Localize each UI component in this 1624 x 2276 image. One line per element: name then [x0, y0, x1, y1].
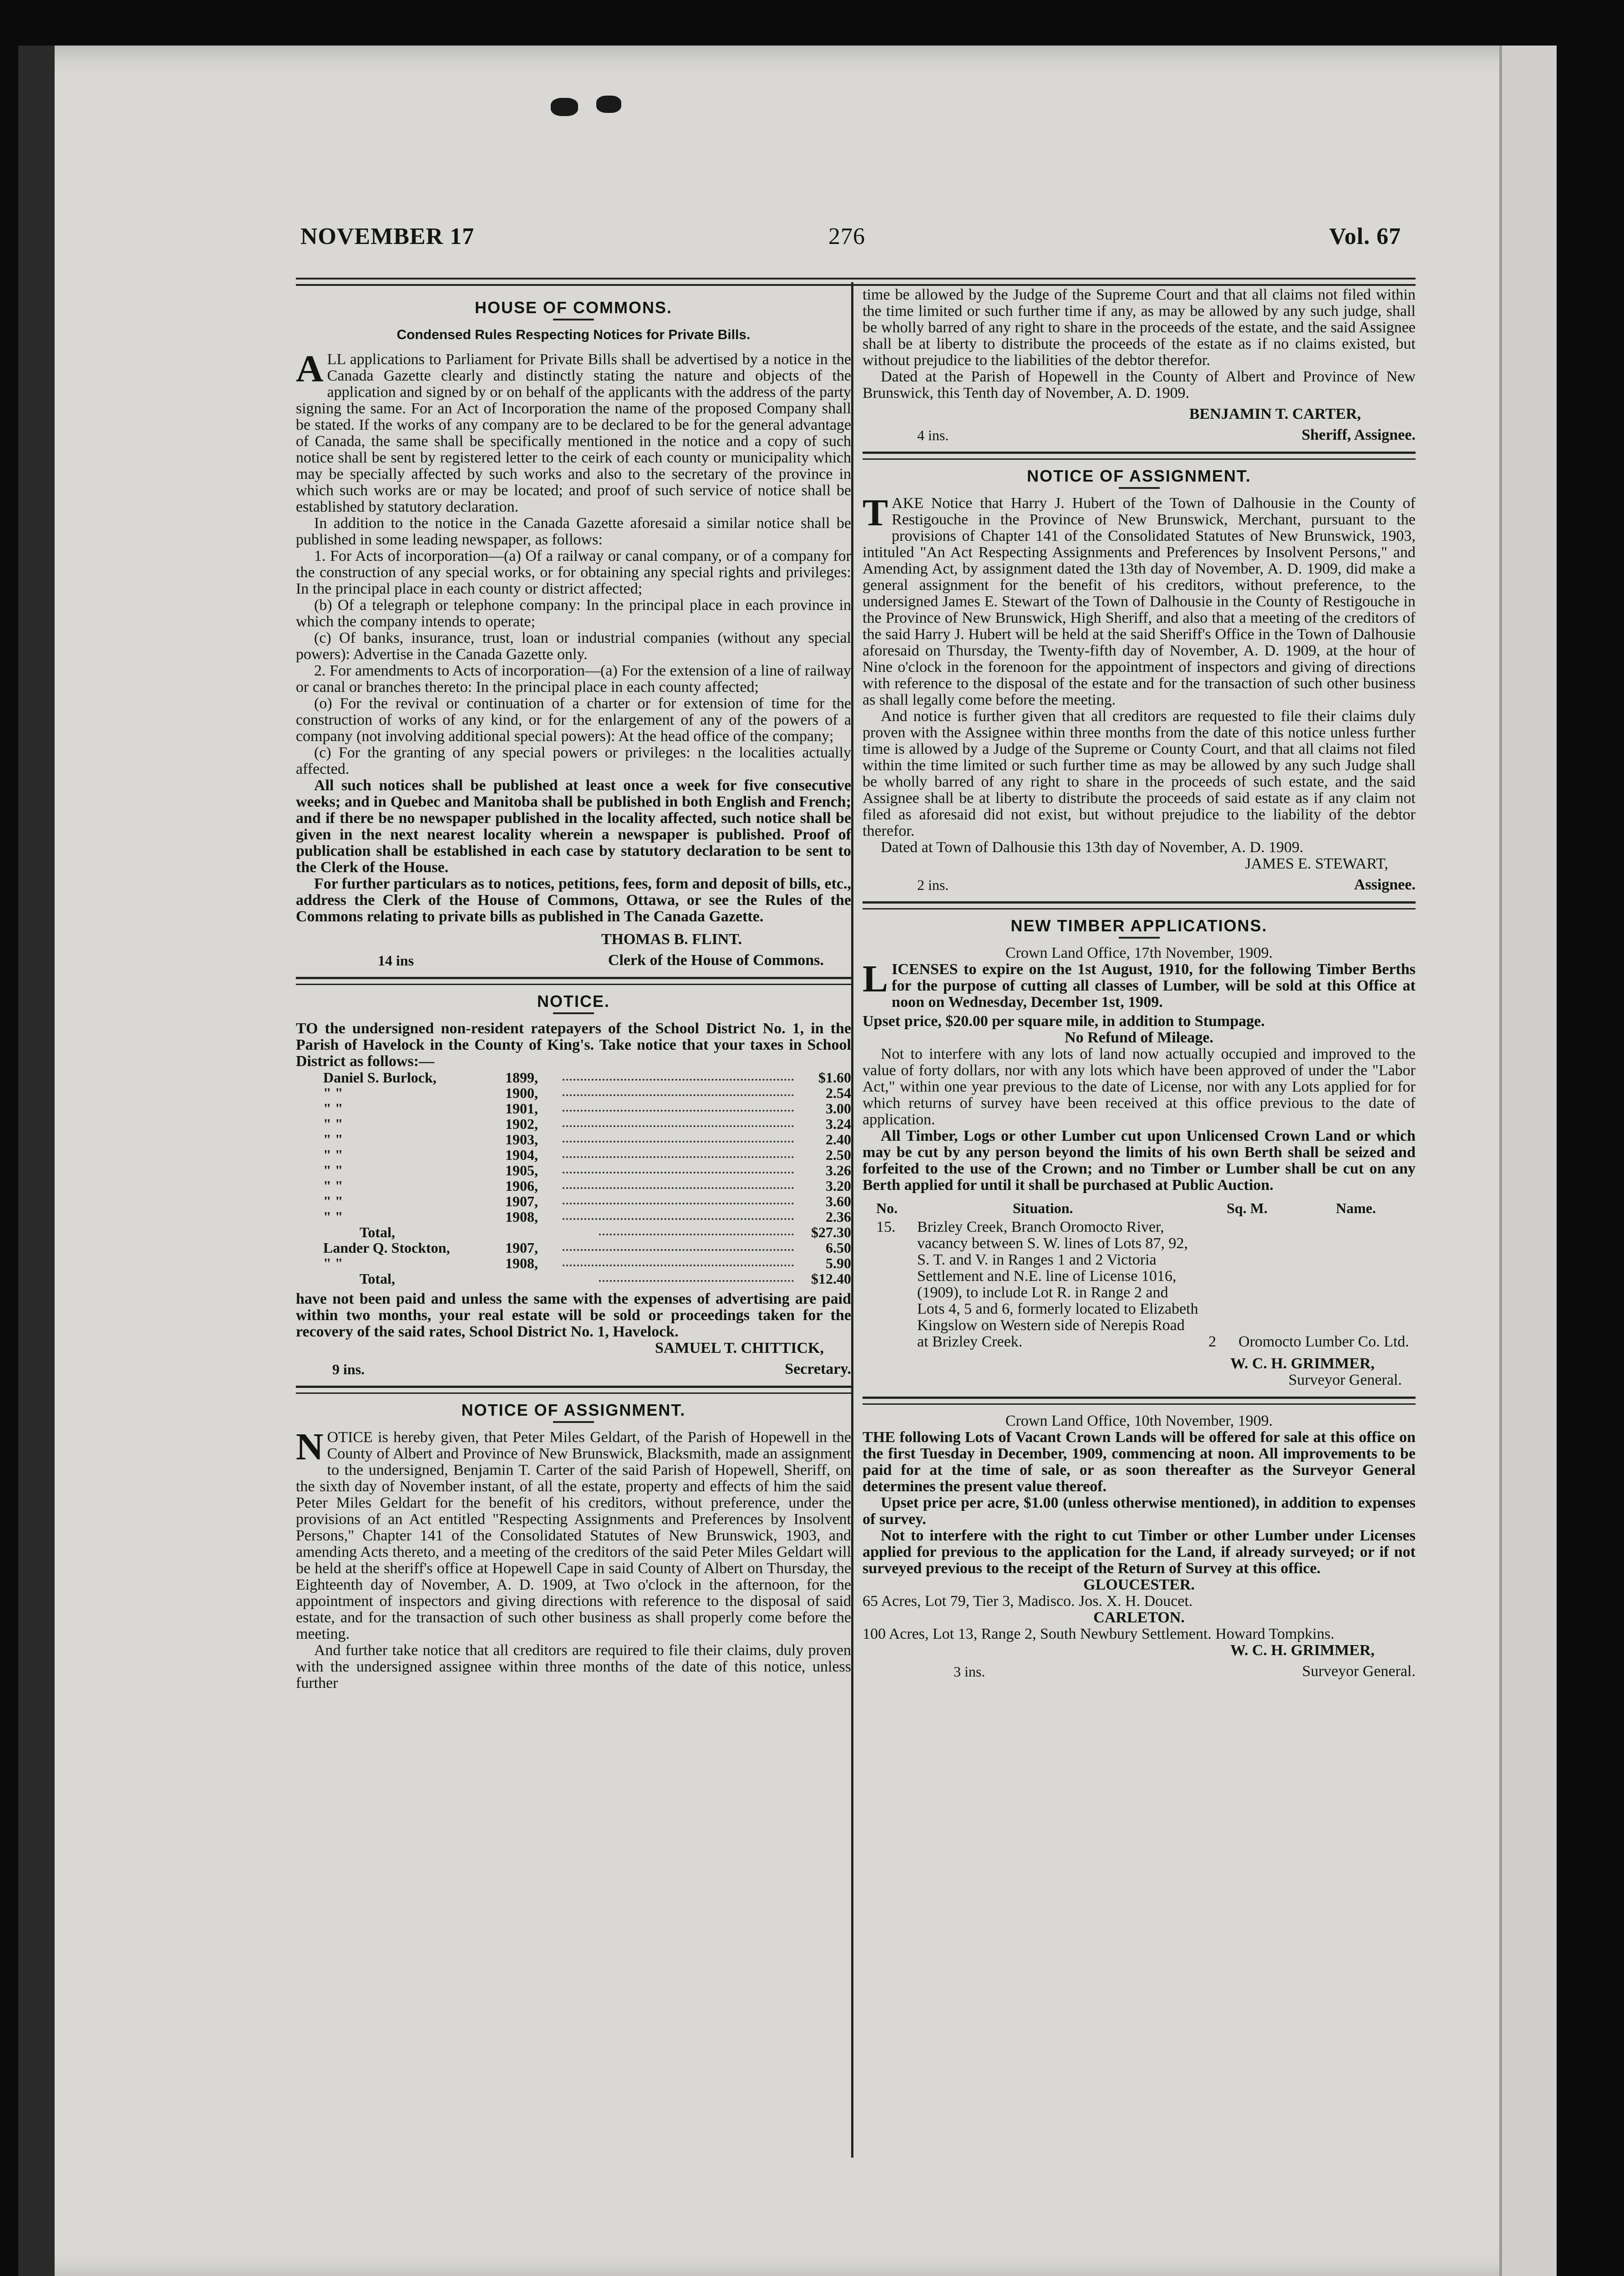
section-title: NOTICE OF ASSIGNMENT. — [1027, 467, 1251, 485]
tax-amount: 3.24 — [826, 1116, 851, 1132]
dot-leader — [563, 1101, 794, 1112]
lot-entry: 65 Acres, Lot 79, Tier 3, Madisco. Jos. X. H. Doucet. — [863, 1593, 1193, 1610]
signer-title: Sheriff, Assignee. — [1301, 427, 1416, 443]
paragraph: All Timber, Logs or other Lumber cut upon Unlicensed Crown Land or which may be cut by any person beyond the limits of his own Berth shall be seized and forfeited to the use of the Crown; and no Timber or Lumber shall be cut on any Berth applied for until it shall be purchased at Public Auction. — [863, 1128, 1416, 1194]
section-divider — [296, 1386, 851, 1394]
dot-leader — [563, 1194, 794, 1204]
tax-amount: 6.50 — [826, 1240, 851, 1256]
section-title: NOTICE OF ASSIGNMENT. — [461, 1401, 686, 1419]
office-dateline: Crown Land Office, 10th November, 1909. — [1005, 1412, 1273, 1429]
assignment-notice-hubert — [863, 468, 1416, 893]
tax-row — [296, 1085, 851, 1101]
dot-leader — [563, 1147, 794, 1158]
paragraph: 1. For Acts of incorporation—(a) Of a railway or canal company, or of a company for the construction of any special works, or for obtaining any special rights and privileges: In the principal place in each county or district affected; — [296, 548, 851, 597]
col-name: Name. — [1336, 1200, 1376, 1216]
tax-year: 1907, — [505, 1240, 538, 1256]
school-tax-notice — [296, 993, 851, 1377]
dot-leader — [563, 1240, 794, 1251]
tax-amount: 3.20 — [826, 1178, 851, 1194]
tax-payer: " " — [323, 1255, 343, 1271]
tax-payer: " " — [323, 1178, 343, 1194]
section-divider — [296, 977, 851, 985]
tax-table — [296, 1070, 851, 1224]
paragraph: Not to interfere with any lots of land now actually occupied and improved to the value of forty dollars, nor with any lots which have been approved of under the "Labor Act," within one year previous to the date of License, nor with any Lots applied for for which returns of survey have been received at this office previous to the date of application. — [863, 1046, 1416, 1128]
header-rule — [296, 278, 1416, 286]
dot-leader — [563, 1116, 794, 1127]
tax-row — [296, 1240, 851, 1255]
tax-payer: " " — [323, 1116, 343, 1132]
insertion-count: 3 ins. — [954, 1663, 985, 1680]
paragraph: (c) For the granting of any special powers or privileges: n the localities actually affected. — [296, 744, 851, 777]
tax-table — [296, 1240, 851, 1271]
section-divider — [863, 1397, 1416, 1405]
paragraph — [863, 958, 1416, 1011]
tax-row — [296, 1070, 851, 1085]
house-of-commons-notice — [296, 300, 851, 969]
tax-row — [296, 1116, 851, 1132]
tax-amount: 2.36 — [826, 1209, 851, 1225]
title-rule — [553, 1012, 594, 1014]
paragraph: In addition to the notice in the Canada Gazette aforesaid a similar notice shall be published in some leading newspaper, as follows: — [296, 515, 851, 548]
signature-block — [296, 952, 851, 969]
signer-title: Assignee. — [1354, 876, 1416, 893]
insertion-count: 2 ins. — [917, 877, 949, 893]
tax-payer: " " — [323, 1209, 343, 1225]
insertion-count: 4 ins. — [917, 427, 949, 443]
col-no: No. — [876, 1200, 898, 1216]
tax-payer: " " — [323, 1085, 343, 1101]
drop-cap: N — [296, 1426, 324, 1468]
drop-cap: T — [863, 492, 888, 534]
timber-applications-notice — [863, 918, 1416, 1388]
tax-row — [296, 1255, 851, 1271]
crown-lands-notice — [863, 1413, 1416, 1680]
paragraph — [296, 1426, 851, 1642]
section-title: HOUSE OF COMMONS. — [474, 298, 672, 317]
dot-leader — [563, 1178, 794, 1189]
paragraph: Upset price per acre, $1.00 (unless otherwise mentioned), in addition to expenses of survey. — [863, 1494, 1416, 1528]
section-title: NOTICE. — [537, 992, 610, 1011]
tax-year: 1908, — [505, 1255, 538, 1271]
section-divider — [863, 452, 1416, 460]
signer-name: THOMAS B. FLINT. — [601, 931, 742, 948]
right-column — [863, 287, 1416, 1680]
tax-year: 1908, — [505, 1209, 538, 1225]
header-date: NOVEMBER 17 — [300, 224, 475, 249]
paragraph: Not to interfere with the right to cut Timber or other Lumber under Licenses applied for previous to the application for the Land, if already surveyed; or if not surveyed previous to the receipt of the Return of Survey at this office. — [863, 1527, 1416, 1577]
tax-payer: " " — [323, 1131, 343, 1148]
paragraph: 2. For amendments to Acts of incorporation—(a) For the extension of a line of railway or canal or branches thereto: In the principal place in each county affected; — [296, 662, 851, 696]
paragraph: TO the undersigned non-resident ratepayers of the School District No. 1, in the Parish of Havelock in the County of King's. Take notice that your taxes in School District as follows:— — [296, 1020, 851, 1070]
column-divider — [851, 282, 853, 2158]
tax-amount: 5.90 — [826, 1255, 851, 1271]
hole-punch-mark — [551, 98, 578, 116]
page-binding-edge — [18, 46, 55, 2276]
row-sqm: 2 — [1208, 1333, 1216, 1350]
dot-leader — [563, 1132, 794, 1143]
tax-payer: " " — [323, 1193, 343, 1209]
total-amount: $12.40 — [811, 1270, 851, 1287]
tax-year: 1900, — [505, 1085, 538, 1101]
office-dateline: Crown Land Office, 17th November, 1909. — [1005, 945, 1273, 961]
assignment-notice-geldart — [296, 1402, 851, 1692]
tax-amount: $1.60 — [818, 1069, 851, 1086]
tax-amount: 3.26 — [826, 1162, 851, 1179]
dot-leader — [563, 1070, 794, 1081]
section-subtitle: Condensed Rules Respecting Notices for Private Bills. — [396, 327, 751, 342]
paragraph-text: OTICE is hereby given, that Peter Miles Geldart, of the Parish of Hopewell in the County of Albert and Province of New Brunswick, Blacksmith, made an assignment to the undersigned, Benjamin T. Carter of the said Parish of Hopewell, Sheriff, on the sixth day of November instant, of all the estate, property and effects of him the said Peter Miles Geldart for the benefit of his creditors, without preference, under the provisions of an Act entitled "Respecting Assignments and Preferences by Insolvent Persons," Chapter 141 of the Consolidated Statutes of New Brunswick, 1903, and amending Acts thereto, and a meeting of the creditors of the said Peter Miles Geldart will be held at the sheriff's office at Hopewell Cape in said County of Albert on Thursday, the Eighteenth day of November, A. D. 1909, at Two o'clock in the afternoon, for the appointment of inspectors and giving directions with reference to the disposal of said estate, and for the transaction of such other business as shall properly come before the meeting. — [296, 1429, 851, 1642]
paragraph: THE following Lots of Vacant Crown Lands will be offered for sale at this office on the first Tuesday in December, 1909, commencing at noon. All improvements to be paid for at the time of sale, or as soon thereafter as the Surveyor General determines the present value thereof. — [863, 1429, 1416, 1495]
tax-amount: 2.54 — [826, 1085, 851, 1101]
county-heading: CARLETON. — [1093, 1609, 1185, 1626]
insertion-count: 14 ins — [378, 952, 414, 969]
title-rule — [1119, 487, 1160, 489]
tax-payer: Daniel S. Burlock, — [323, 1069, 436, 1086]
tax-payer: " " — [323, 1147, 343, 1163]
tax-year: 1905, — [505, 1162, 538, 1179]
tax-row — [296, 1209, 851, 1224]
col-situation: Situation. — [1013, 1200, 1073, 1216]
lot-entry: 100 Acres, Lot 13, Range 2, South Newbury Settlement. Howard Tompkins. — [863, 1626, 1335, 1642]
assignment-notice-geldart-continued — [863, 287, 1416, 443]
signer-name: BENJAMIN T. CARTER, — [1189, 406, 1361, 422]
signer-title: Secretary. — [785, 1361, 851, 1377]
paragraph-text: ICENSES to expire on the 1st August, 1910, for the following Timber Berths for the purpose of cutting all classes of Lumber, will be sold at this Office at noon on Wednesday, December 1st, 1909. — [892, 961, 1416, 1011]
row-name: Oromocto Lumber Co. Ltd. — [1238, 1333, 1409, 1350]
dot-leader — [563, 1085, 794, 1096]
tax-year: 1904, — [505, 1147, 538, 1163]
tax-year: 1903, — [505, 1131, 538, 1148]
signer-name: SAMUEL T. CHITTICK, — [655, 1340, 824, 1356]
signer-name: W. C. H. GRIMMER, — [1230, 1355, 1375, 1372]
total-label: Total, — [360, 1270, 395, 1287]
header-page-number: 276 — [828, 224, 865, 249]
section-divider — [863, 901, 1416, 909]
page-right-margin — [1499, 46, 1557, 2276]
left-column — [296, 287, 851, 1692]
title-rule — [553, 319, 594, 320]
tax-total-row — [296, 1224, 851, 1240]
tax-row — [296, 1147, 851, 1163]
paragraph: And further take notice that all creditors are required to file their claims, duly proven with the undersigned assignee within three months of the date of this notice, unless further — [296, 1642, 851, 1692]
row-no: 15. — [876, 1219, 896, 1235]
signature-block — [863, 427, 1416, 443]
paragraph: Dated at the Parish of Hopewell in the County of Albert and Province of New Brunswick, this Tenth day of November, A. D. 1909. — [863, 368, 1416, 401]
dot-leader — [563, 1255, 794, 1266]
drop-cap: L — [863, 958, 888, 1000]
hole-punch-mark — [596, 96, 621, 113]
title-rule — [1119, 937, 1160, 939]
signature-block — [863, 1663, 1416, 1680]
tax-year: 1902, — [505, 1116, 538, 1132]
county-heading: GLOUCESTER. — [1083, 1576, 1195, 1593]
tax-total-row — [296, 1271, 851, 1286]
paragraph: Dated at Town of Dalhousie this 13th day of November, A. D. 1909. — [881, 839, 1304, 856]
timber-table-row — [863, 1219, 1416, 1350]
paragraph: have not been paid and unless the same with the expenses of advertising are paid within two months, your real estate will be sold or proceedings taken for the recovery of the said rates, School District No. 1, Havelock. — [296, 1290, 851, 1340]
tax-amount: 2.50 — [826, 1147, 851, 1163]
tax-row — [296, 1132, 851, 1147]
section-title: NEW TIMBER APPLICATIONS. — [1010, 916, 1268, 935]
signer-title: Clerk of the House of Commons. — [608, 952, 824, 969]
newspaper-page — [18, 46, 1557, 2276]
signer-title: Surveyor General. — [1302, 1663, 1416, 1680]
header-volume: Vol. 67 — [1329, 224, 1401, 249]
tax-row — [296, 1178, 851, 1194]
col-sqm: Sq. M. — [1227, 1200, 1268, 1216]
signature-block — [863, 877, 1416, 893]
tax-year: 1906, — [505, 1178, 538, 1194]
paragraph: For further particulars as to notices, petitions, fees, form and deposit of bills, etc., address the Clerk of the House of Commons, Ottawa, or see the Rules of the Commons relating to private bills as published in The Canada Gazette. — [296, 875, 851, 925]
tax-row — [296, 1101, 851, 1116]
no-refund: No Refund of Mileage. — [1065, 1029, 1213, 1046]
title-rule — [553, 1421, 594, 1423]
paragraph: All such notices shall be published at least once a week for five consecutive weeks; and in Quebec and Manitoba shall be published in both English and French; and if there be no newspaper published in the locality affected, such notice shall be given in the next nearest locality wherein a newspaper is published. Proof of publication shall be established in each case by statutory declaration to be sent to the Clerk of the House. — [296, 777, 851, 876]
tax-payer: " " — [323, 1100, 343, 1117]
signer-name: JAMES E. STEWART, — [1245, 855, 1388, 872]
row-situation: Brizley Creek, Branch Oromocto River, vacancy between S. W. lines of Lots 87, 92, S. T. and V. in Ranges 1 and 2 Victoria Settlement and N.E. line of License 1016, (1909), to include Lot R. in Range 2 and Lots 4, 5 and 6, formerly located to Elizabeth Kingslow on Western side of Nerepis Road at Brizley Creek. — [917, 1219, 1198, 1350]
total-label: Total, — [360, 1224, 395, 1240]
tax-row — [296, 1194, 851, 1209]
dot-leader — [563, 1209, 794, 1220]
tax-payer: " " — [323, 1162, 343, 1179]
paragraph: time be allowed by the Judge of the Supreme Court and that all claims not filed within the time limited or such further time if any, as may be allowed by any such judge, shall be wholly barred of any right to share in the proceeds of the estate, and the said Assignee shall be at liberty to distribute the proceeds of the estate as if no claims existed, but without prejudice to the liabilities of the debtor therefor. — [863, 286, 1416, 369]
paragraph: (o) For the revival or continuation of a charter or for extension of time for the construction of works of any kind, or for the enlargement of any of the powers of a company (not involving additional special powers): At the head office of the company; — [296, 695, 851, 745]
tax-amount: 3.00 — [826, 1100, 851, 1117]
paragraph-text: LL applications to Parliament for Private Bills shall be advertised by a notice in the Canada Gazette clearly and distinctly stating the nature and objects of the application and signed by or on behalf of the applicants with the address of the party signing the same. For an Act of Incorporation the name of the proposed Company shall be stated. If the works of any company are to be declared to be for the general advantage of Canada, the same shall be specifically mentioned in the notice and a copy of such notice shall be sent by registered letter to the ceirk of each county or municipality which may be specially affected by such works and also to the secretary of the province in which such works are or may be located; and proof of such service of notice shall be established by statutory declaration. — [296, 351, 851, 515]
dot-leader — [563, 1163, 794, 1174]
drop-cap: A — [296, 348, 324, 390]
tax-row — [296, 1163, 851, 1178]
tax-year: 1899, — [505, 1069, 538, 1086]
upset-price: Upset price, $20.00 per square mile, in addition to Stumpage. — [863, 1013, 1265, 1030]
paragraph: (c) Of banks, insurance, trust, loan or industrial companies (without any special powers): Advertise in the Canada Gazette only. — [296, 630, 851, 663]
timber-table-header — [863, 1200, 1416, 1216]
paragraph — [863, 492, 1416, 708]
paragraph: And notice is further given that all creditors are requested to file their claims duly proven with the Assignee within three months from the date of this notice unless further time is allowed by a Judge of the Supreme or County Court, and that all claims not filed within the time limited or such further time as may be allowed by any such Judge shall be wholly barred of any right to share in the proceeds of such estate, and the said Assignee shall be at liberty to distribute the proceeds of said estate as if any claim not filed as aforesaid did not exist, but without prejudice to the liability of the debtor therefor. — [863, 708, 1416, 839]
paragraph-text: AKE Notice that Harry J. Hubert of the Town of Dalhousie in the County of Restigouche in the Province of New Brunswick, Merchant, pursuant to the provisions of Chapter 141 of the Consolidated Statutes of New Brunswick, 1903, intituled "An Act Respecting Assignments and Preferences by Insolvent Persons," and Amending Act, by assignment dated the 13th day of November, A. D. 1909, did make a general assignment for the benefit of his creditors, without preference, to the undersigned James E. Stewart of the Town of Dalhousie in the County of Restigouche in the Province of New Brunswick, High Sheriff, and also that a meeting of the creditors of the said Harry J. Hubert will be held at the said Sheriff's Office in the Town of Dalhousie aforesaid on Thursday, the Twenty-fifth day of November, A. D. 1909, at the hour of Nine o'clock in the forenoon for the appointment of inspectors and giving of directions with reference to the disposal of the estate and for the transaction of such other business as shall legally come before the meeting. — [863, 495, 1416, 708]
signer-title: Surveyor General. — [1288, 1372, 1402, 1388]
insertion-count: 9 ins. — [332, 1361, 365, 1377]
tax-year: 1907, — [505, 1193, 538, 1209]
tax-payer: Lander Q. Stockton, — [323, 1240, 450, 1256]
tax-amount: 3.60 — [826, 1193, 851, 1209]
tax-amount: 2.40 — [826, 1131, 851, 1148]
signer-name: W. C. H. GRIMMER, — [1230, 1642, 1375, 1659]
tax-year: 1901, — [505, 1100, 538, 1117]
total-amount: $27.30 — [811, 1224, 851, 1240]
signature-block — [296, 1361, 851, 1377]
paragraph: (b) Of a telegraph or telephone company: In the principal place in each province in which the company intends to operate; — [296, 597, 851, 630]
paragraph — [296, 348, 851, 515]
